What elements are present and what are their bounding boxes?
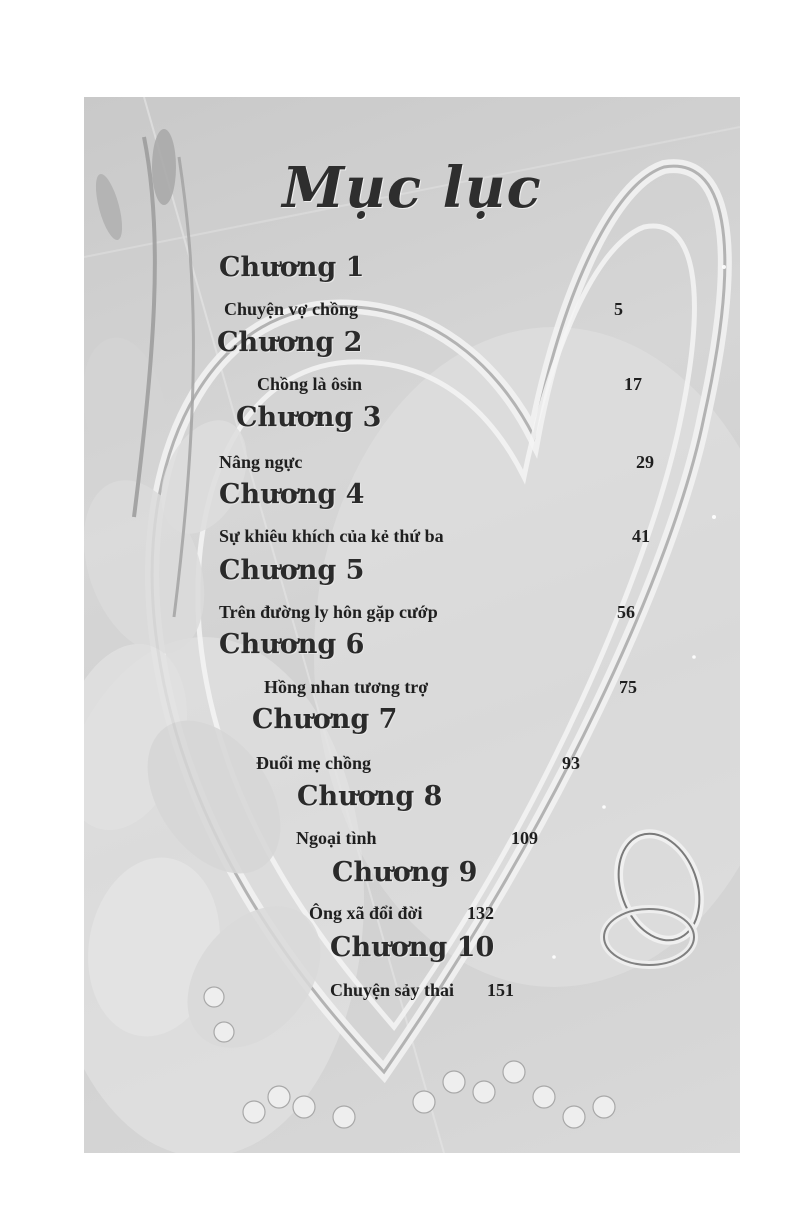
book-page (84, 97, 740, 1153)
chapter-page-number: 5 (614, 299, 623, 319)
chapter-label: Chương 6 (219, 629, 365, 660)
chapter-title: Ngoại tình (296, 828, 377, 848)
chapter-label: Chương 7 (252, 704, 398, 735)
page-title: Mục lục (282, 155, 542, 221)
chapter-title: Chồng là ôsin (257, 374, 363, 394)
chapter-page-number: 17 (624, 374, 642, 394)
chapter-title: Ông xã đổi đời (309, 903, 423, 923)
chapter-page-number: 93 (562, 753, 580, 773)
chapter-label: Chương 2 (217, 327, 363, 358)
chapter-label: Chương 10 (330, 932, 495, 963)
chapter-title: Chuyện vợ chồng (224, 299, 358, 319)
chapter-title: Sự khiêu khích của kẻ thứ ba (219, 526, 444, 546)
chapter-title: Trên đường ly hôn gặp cướp (219, 602, 438, 622)
chapter-page-number: 41 (632, 526, 650, 546)
chapter-label: Chương 9 (332, 857, 478, 888)
chapter-title: Nâng ngực (219, 452, 303, 472)
chapter-page-number: 151 (487, 980, 514, 1000)
chapter-title: Hồng nhan tương trợ (264, 677, 429, 697)
chapter-title: Đuổi mẹ chồng (256, 753, 372, 773)
chapter-title: Chuyện sảy thai (330, 980, 455, 1000)
chapter-page-number: 75 (619, 677, 637, 697)
chapter-label: Chương 4 (219, 479, 365, 510)
chapter-page-number: 132 (467, 903, 494, 923)
chapter-label: Chương 3 (236, 402, 382, 433)
chapter-page-number: 29 (636, 452, 654, 472)
chapter-page-number: 56 (617, 602, 635, 622)
chapter-label: Chương 1 (219, 252, 365, 283)
chapter-label: Chương 8 (297, 781, 443, 812)
chapter-label: Chương 5 (219, 555, 365, 586)
chapter-page-number: 109 (511, 828, 538, 848)
